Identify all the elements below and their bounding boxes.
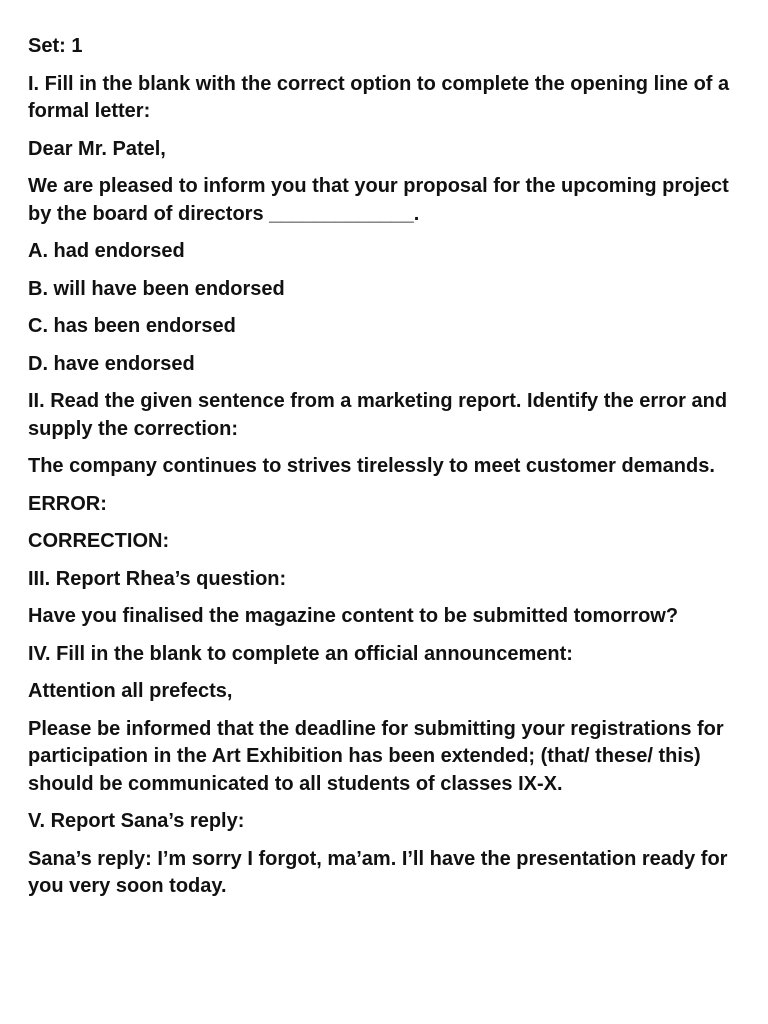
question-4-prompt: IV. Fill in the blank to complete an official announcement: (28, 642, 573, 665)
set-label: Set: 1 (28, 35, 83, 57)
question-1-option-c: C. has been endorsed (28, 315, 236, 337)
question-5-prompt: V. Report Sana’s reply: (28, 810, 245, 832)
question-3-sentence: Have you finalised the magazine content to be submitted tomorrow? (28, 605, 679, 627)
question-2-error-label: ERROR: (28, 492, 107, 515)
question-2-prompt: II. Read the given sentence from a marketing report. Identify the error and supply the correction: (28, 390, 728, 440)
question-1-option-d: D. have endorsed (28, 352, 195, 375)
question-1-option-b: B. will have been endorsed (28, 277, 285, 300)
question-4-salutation: Attention all prefects, (28, 680, 233, 702)
question-1-salutation: Dear Mr. Patel, (28, 137, 166, 160)
question-1-sentence: We are pleased to inform you that your proposal for the upcoming project by the board of directors _____________. (28, 175, 729, 225)
question-2-sentence: The company continues to strives tirelessly to meet customer demands. (28, 455, 715, 477)
question-4-sentence: Please be informed that the deadline for submitting your registrations for participation in the Art Exhibition has been extended; (that/ these/ this) should be communicated to all students of classes IX-X. (28, 717, 724, 795)
question-1-option-a: A. had endorsed (28, 240, 185, 262)
question-1-prompt: I. Fill in the blank with the correct option to complete the opening line of a formal letter: (28, 72, 730, 122)
question-5-sentence: Sana’s reply: I’m sorry I forgot, ma’am. I’ll have the presentation ready for you very soon today. (28, 847, 728, 897)
question-3-prompt: III. Report Rhea’s question: (28, 567, 287, 590)
question-2-correction-label: CORRECTION: (28, 530, 170, 552)
